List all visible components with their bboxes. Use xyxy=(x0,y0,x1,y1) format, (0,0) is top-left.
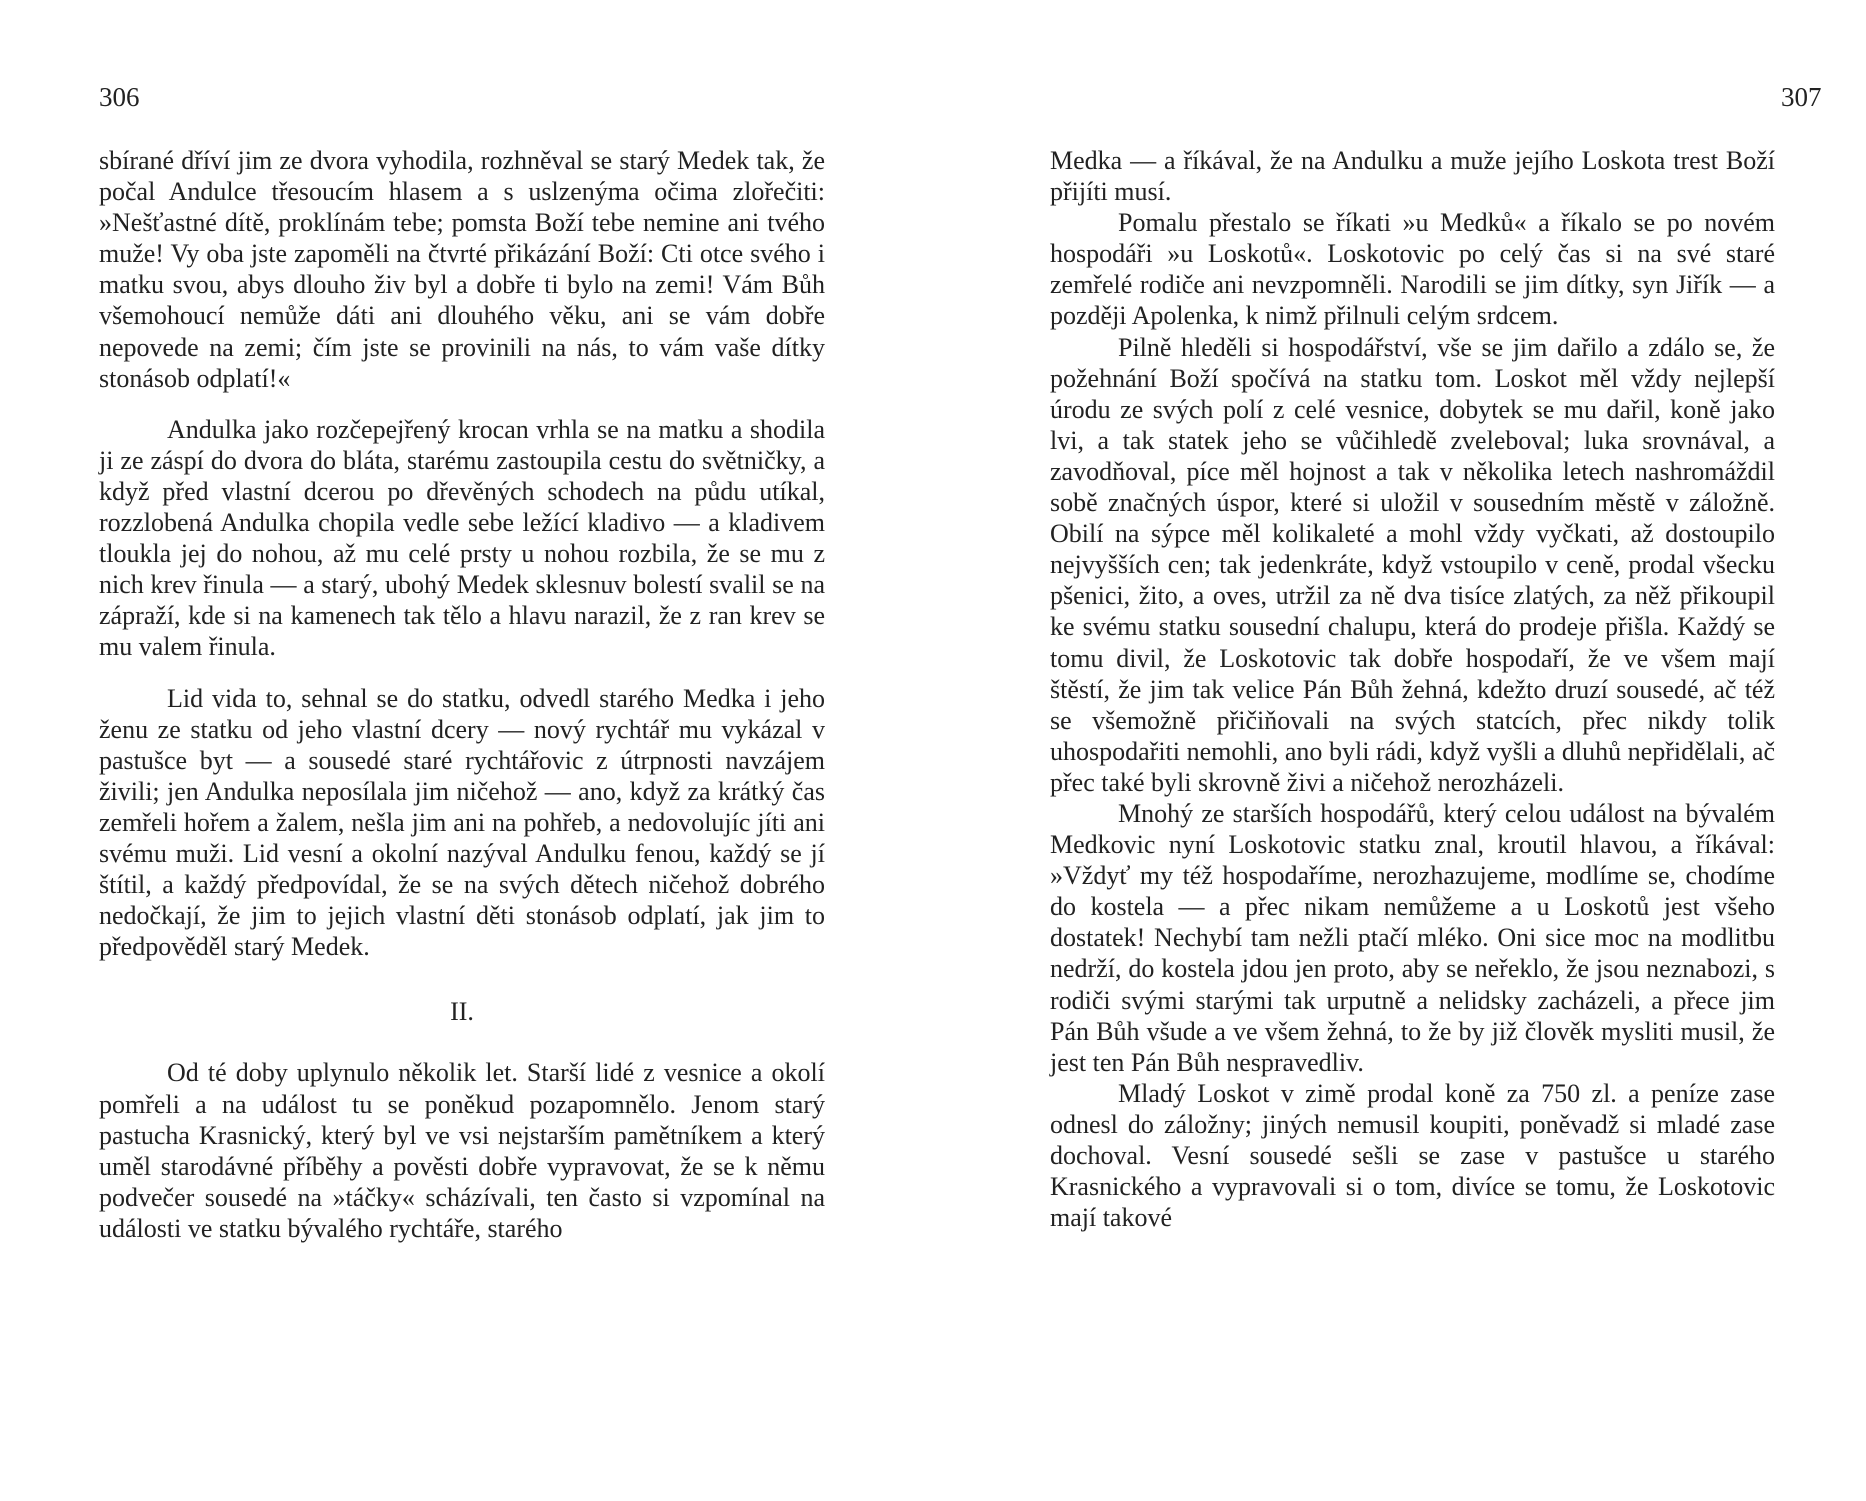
paragraph: Andulka jako rozčepejřený krocan vrhla se na matku a shodila ji ze záspí do dvora do bláta, starému zastoupila cestu do světničky, a když před vlastní dcerou po dřevěných schodech na půdu utíkal, rozzlobená Andulka chopila vedle sebe ležící kladivo — a kladivem tloukla jej do nohou, až mu celé prsty u nohou rozbila, že se mu z nich krev řinula — a starý, ubohý Medek sklesnuv bolestí svalil se na zápraží, kde si na kamenech tak tělo a hlavu narazil, že z ran krev se mu valem řinula. xyxy=(99,414,825,662)
chapter-heading: II. xyxy=(450,997,474,1027)
page-number: 307 xyxy=(1781,82,1822,112)
paragraph: Od té doby uplynulo několik let. Starší lidé z vesnice a okolí pomřeli a na událost tu se poněkud pozapomnělo. Jenom starý pastucha Krasnický, který byl ve vsi nejstarším pamětníkem a který uměl starodávné příběhy a pověsti dobře vypravovat, že se k němu podvečer sousedé na »táčky« scházívali, ten často si vzpomínal na události ve statku bývalého rychtáře, starého xyxy=(99,1058,825,1243)
paragraph: Mladý Loskot v zimě prodal koně za 750 zl. a peníze zase odnesl do záložny; jiných nemusil koupiti, poněvadž si mladé zase dochoval. Vesní sousedé sešli se zase v pastušce u starého Krasnického a vypravovali si o tom, divíce se tomu, že Loskotovic mají takové xyxy=(1050,1078,1775,1233)
page-text xyxy=(1050,145,1775,1233)
paragraph: sbírané dříví jim ze dvora vyhodila, rozhněval se starý Medek tak, že počal Andulce třesoucím hlasem a s uslzenýma očima zlořečiti: »Nešťastné dítě, proklínám tebe; pomsta Boží tebe nemine ani tvého muže! Vy oba jste zapoměli na čtvrté přikázání Boží: Cti otce svého i matku svou, abys dlouho živ byl a dobře ti bylo na zemi! Vám Bůh všemohoucí nemůže dáti ani dlouhého věku, ani se vám dobře nepovede na zemi; čím jste se provinili na nás, to vám vaše dítky stonásob odplatí!« xyxy=(99,146,825,393)
paragraph: Pomalu přestalo se říkati »u Medků« a říkalo se po novém hospodáři »u Loskotů«. Loskotovic po celý čas si na své staré zemřelé rodiče ani nevzpomněli. Narodili se jim dítky, syn Jiřík — a později Apolenka, k nimž přilnuli celým srdcem. xyxy=(1050,208,1775,331)
paragraph: Pilně hleděli si hospodářství, vše se jim dařilo a zdálo se, že požehnání Boží spočívá na statku tom. Loskot měl vždy nejlepší úrodu ze svých polí z celé vesnice, dobytek se mu dařil, koně jako lvi, a tak statek jeho se vůčihledě zveleboval; luka srovnával, a zavodňoval, píce měl hojnost a tak v několika letech nashromáždil sobě značných úspor, které si uložil v sousedním městě v záložně. Obilí na sýpce měl kolikaleté a mohl vždy vyčkati, až dostoupilo nejvyšších cen; tak jedenkráte, když vstoupilo v ceně, prodal všecku pšenici, žito, a oves, utržil za ně dva tisíce zlatých, za něž přikoupil ke svému statku sousední chalupu, která do prodeje přišla. Každý se tomu divil, že Loskotovic tak dobře hospodaří, že ve všem mají štěstí, že jim tak velice Pán Bůh žehná, kdežto druzí sousedé, ač též se všemožně přičiňovali na svých statcích, přec nikdy tolik uhospodařiti nemohli, ano byli rádi, když vyšli a dluhů nepřidělali, ač přec také byli skrovně živi a ničehož nerozházeli. xyxy=(1050,332,1775,797)
page-text xyxy=(99,145,825,1244)
paragraph: Mnohý ze starších hospodářů, který celou událost na bývalém Medkovic nyní Loskotovic statku znal, kroutil hlavou, a říkával: »Vždyť my též hospodaříme, nerozhazujeme, modlíme se, chodíme do kostela — a přec nikam nemůžeme a u Loskotů jest všeho dostatek! Nechybí tam nežli ptačí mléko. Oni sice moc na modlitbu nedrží, do kostela jdou jen proto, aby se neřeklo, že jsou neznabozi, s rodiči svými starými tak urputně a nelidsky zacházeli, a přece jim Pán Bůh všude a ve všem žehná, to že by již člověk mysliti musil, že jest ten Pán Bůh nespravedliv. xyxy=(1050,798,1775,1077)
page-number: 306 xyxy=(99,82,140,112)
paragraph: Lid vida to, sehnal se do statku, odvedl starého Medka i jeho ženu ze statku od jeho vlastní dcery — nový rychtář mu vykázal v pastušce byt — a sousedé staré rychtářovic z útrpnosti navzájem živili; jen Andulka neposílala jim ničehož — ano, když za krátký čas zemřeli hořem a žalem, nešla jim ani na pohřeb, a nedovolujíc jíti ani svému muži. Lid vesní a okolní nazýval Andulku fenou, každý se jí štítil, a každý předpovídal, že se na svých dětech ničehož dobrého nedočkají, že jim to jejich vlastní děti stonásob odplatí, jak jim to předpověděl starý Medek. xyxy=(99,683,825,962)
paragraph: Medka — a říkával, že na Andulku a muže jejího Loskota trest Boží přijíti musí. xyxy=(1050,146,1775,207)
right-page xyxy=(933,0,1866,1501)
